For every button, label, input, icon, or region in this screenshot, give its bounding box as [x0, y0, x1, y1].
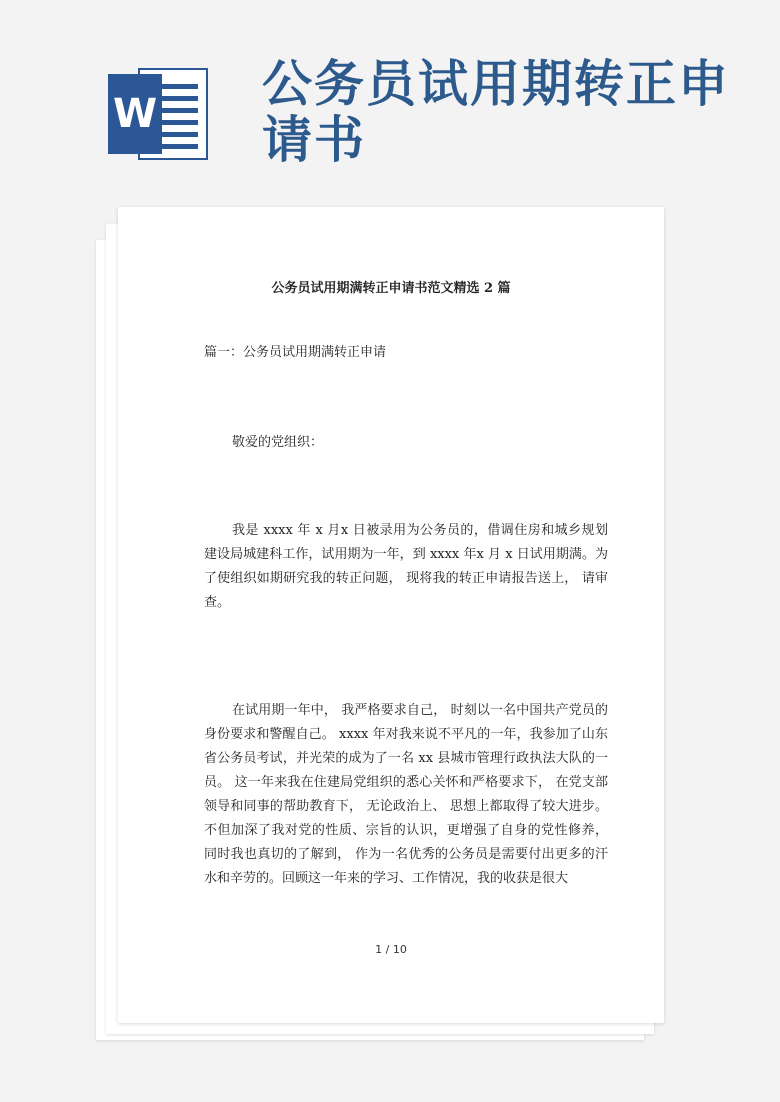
word-icon-letter: W [108, 74, 162, 154]
banner-title: 公务员试用期转正申请书 [262, 55, 730, 169]
document-title: 公务员试用期满转正申请书范文精选 2 篇 [271, 281, 511, 296]
salutation: 敬爱的党组织： [232, 435, 324, 450]
document-page [118, 207, 664, 1023]
word-document-icon [108, 68, 208, 160]
banner [0, 0, 780, 200]
page-number: 1 / 10 [375, 943, 407, 956]
section-heading: 篇一：公务员试用期满转正申请 [204, 345, 387, 360]
body-paragraph: 在试用期一年中， 我严格要求自己， 时刻以一名中国共产党员的身份要求和警醒自己。 xxxx 年对我来说不平凡的一年，我参加了山东省公务员考试，并光荣的成为了一名 xx 县城市管理行政执法大队的一员。 这一年来我在住建局党组织的悉心关怀和严格要求下， 在党支部领导和同事的帮助教育下， 无论政治上、 思想上都取得了较大进步。不但加深了我对党的性质、宗旨的认识，更增强了自身的党性修养， 同时我也真切的了解到， 作为一名优秀的公务员是需要付出更多的汗水和辛劳的。回顾这一年来的学习、工作情况，我的收获是很大 [204, 703, 608, 886]
body-paragraph: 我是 xxxx 年 x 月x 日被录用为公务员的，借调住房和城乡规划建设局城建科工作，试用期为一年，到 xxxx 年x 月 x 日试用期满。为了使组织如期研究我的转正问题， 现将我的转正申请报告送上， 请审查。 [204, 523, 608, 610]
